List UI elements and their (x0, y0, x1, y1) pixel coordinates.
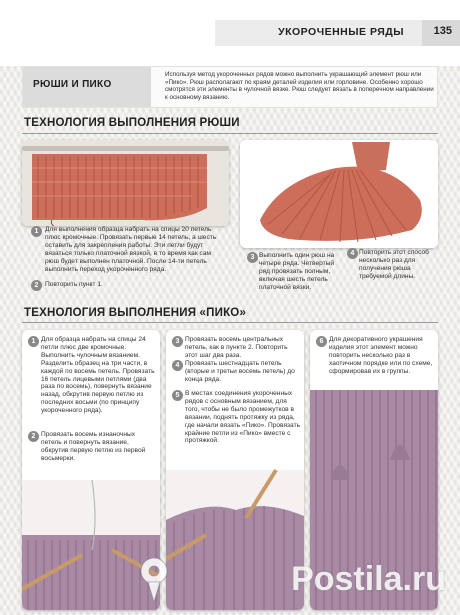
step-number: 3 (247, 252, 258, 263)
step-text: Повторить этот способ несколько раз для получения рюша требуемой длины. (359, 249, 429, 280)
step-text: Провязать шестнадцать петель (вторые и третьи восемь петель) до конца ряда. (185, 360, 295, 383)
intro-block (22, 66, 438, 108)
intro-label: РЮШИ И ПИКО (23, 67, 151, 107)
step-number: 1 (31, 226, 42, 237)
step-text: Провязать восемь центральных петель, как в пункте 2. Повторить этот шаг два раза. (185, 336, 288, 359)
step-number: 4 (172, 360, 183, 371)
photo-ruffle-result (240, 140, 438, 248)
step-number: 5 (172, 390, 183, 401)
section-title-ruffle: ТЕХНОЛОГИЯ ВЫПОЛНЕНИЯ РЮШИ (24, 117, 240, 129)
intro-text: Используя метод укороченных рядов можно выполнить украшающий элемент рюш или «Пико». Рюш располагают по краям деталей изделия или горловине. Особенно хорошо смотрятся эти элементы в чулочной вязке. Рюш следует вязать в поперечном направлении к основному вязанию. (165, 71, 434, 101)
step-number: 2 (28, 431, 39, 442)
section-divider (22, 133, 438, 134)
step-text: Выполнить один рюш на четыре ряда. Четвертый ряд провязать полным, включая шесть петель платочной вязки. (259, 252, 335, 291)
step-text: В местах соединения укороченных рядов с основным вязанием, для того, чтобы не было промежутков в вязании, поднять протяжку из ряда, где начали вязать «Пико». Провязать крайние петли из «Пико» вместе с протяжкой. (185, 390, 301, 445)
step-number: 2 (31, 280, 42, 291)
header-title: УКОРОЧЕННЫЕ РЯДЫ (278, 26, 404, 38)
section-title-picot: ТЕХНОЛОГИЯ ВЫПОЛНЕНИЯ «ПИКО» (24, 307, 247, 319)
step-number: 1 (28, 336, 39, 347)
step-text: Для образца набрать на спицы 24 петли плюс две кромочные. Выполнить чулочным вязанием. Разделить образец на три части, в каждой по восемь петель. Провязать 16 петель лицевыми петлями (два раза по восемь), повернуть вязание назад, обкрутив первую петлю из последних восьми (по принципу укороченного ряда). (41, 336, 155, 415)
page-number: 135 (433, 25, 452, 37)
step-number: 3 (172, 336, 183, 347)
step-text: Для декоративного украшения изделия этот элемент можно повторить несколько раз в хаотичном порядке или по схеме, сформировав их в группы. (329, 336, 433, 375)
step-text: Повторить пункт 1. (45, 281, 103, 288)
step-text: Для выполнения образца набрать на спицы 20 петель плюс кромочные. Провязать первые 14 петель, а шесть оставить для закрепления работы. Эти петли будут вязаться только платочной вязкой, в то время как сам рюш будет выполнен платочной. После 14-ти петель выполнить переход укороченного ряда. (45, 226, 217, 273)
step-number: 4 (347, 248, 358, 259)
watermark-text: Postila.ru (291, 560, 446, 598)
postila-logo-icon (140, 558, 168, 602)
page-header (0, 0, 460, 66)
step-text: Провязать восемь изнаночных петель и повернуть вязание, обкрутив первую петлю из первой восьмерки. (41, 431, 146, 462)
photo-ruffle-knitting (22, 140, 229, 226)
section-divider (22, 322, 438, 323)
step-number: 6 (316, 336, 327, 347)
